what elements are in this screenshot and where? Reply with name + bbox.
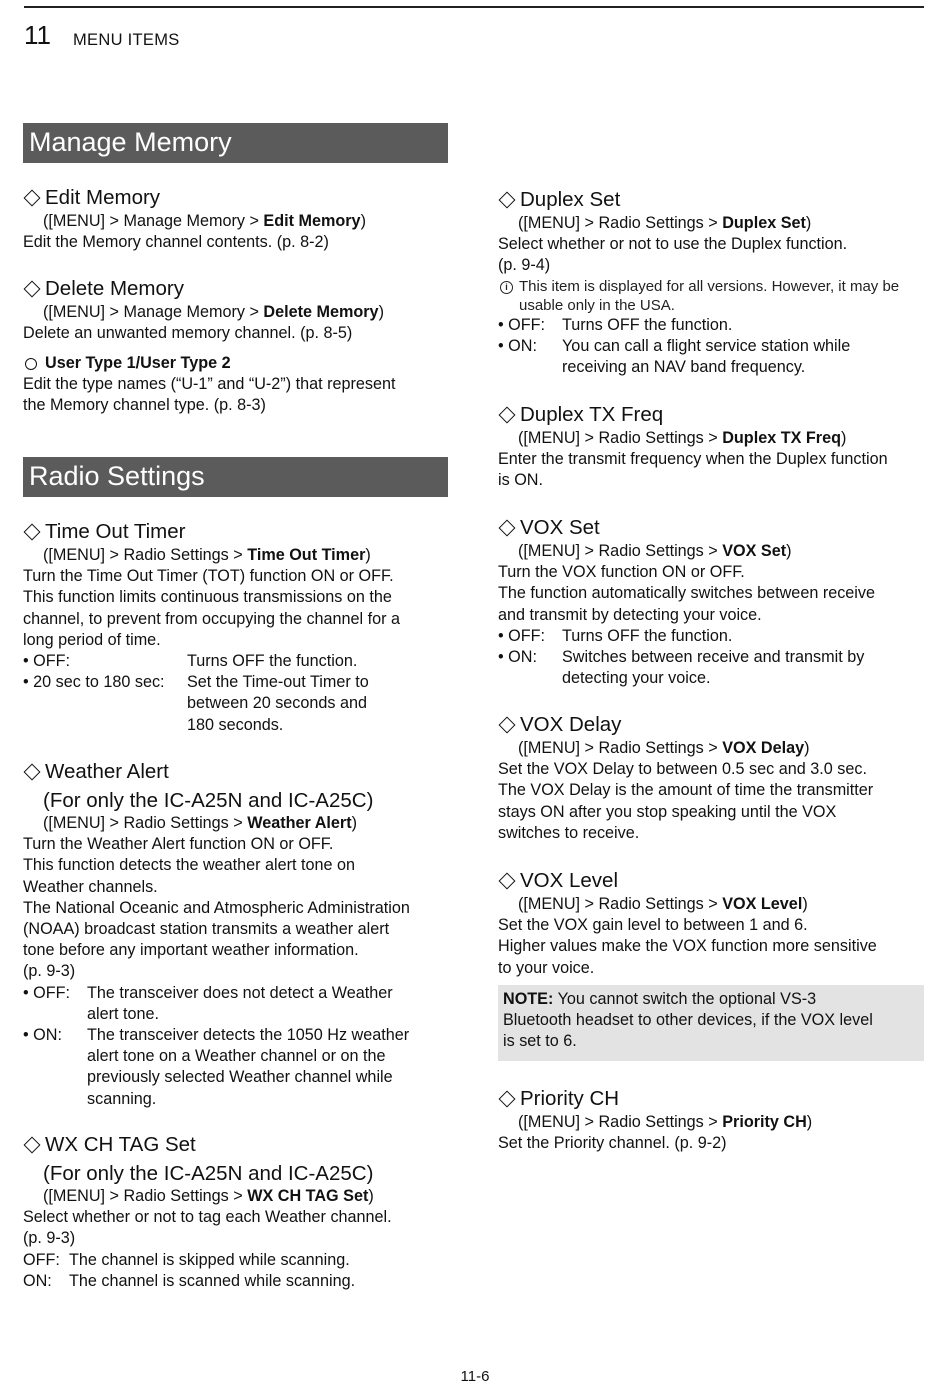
- info-icon: i: [500, 281, 513, 294]
- item-description: Select whether or not to tag each Weather channel.: [23, 1208, 392, 1227]
- diamond-icon: [499, 192, 516, 209]
- item-description: The function automatically switches between receive: [498, 584, 875, 603]
- item-description: Edit the type names (“U-1” and “U-2”) that represent: [23, 375, 396, 394]
- option-off: • OFF: Turns OFF the function.: [23, 652, 358, 671]
- item-description: Edit the Memory channel contents. (p. 8-2): [23, 233, 329, 252]
- item-title-qualifier: (For only the IC-A25N and IC-A25C): [43, 1162, 374, 1185]
- option-range: • 20 sec to 180 sec: Set the Time-out Timer to between 20 seconds and 180 seconds.: [23, 673, 369, 734]
- note-text: is set to 6.: [503, 1032, 577, 1051]
- section-banner-radio-settings: Radio Settings: [23, 457, 448, 497]
- item-description: is ON.: [498, 471, 543, 490]
- item-description: Select whether or not to use the Duplex function.: [498, 235, 848, 254]
- item-title: VOX Set: [498, 516, 924, 540]
- info-note: i This item is displayed for all versions. However, it may be usable only in the USA.: [498, 277, 924, 315]
- item-description: (p. 9-4): [498, 256, 551, 275]
- item-title: Duplex Set: [498, 188, 924, 212]
- item-description: Weather channels.: [23, 877, 158, 896]
- menu-path: ([MENU] > Radio Settings > Duplex TX Freq): [518, 429, 847, 447]
- item-description: Set the VOX gain level to between 1 and 6.: [498, 916, 808, 935]
- subitem-title: User Type 1/User Type 2: [23, 353, 448, 374]
- diamond-icon: [499, 717, 516, 734]
- item-user-type: [23, 353, 448, 417]
- diamond-icon: [24, 764, 41, 781]
- item-title: Duplex TX Freq: [498, 403, 924, 427]
- note-text: Bluetooth headset to other devices, if the VOX level: [503, 1011, 873, 1030]
- item-wx-ch-tag-set: [23, 1133, 448, 1292]
- diamond-icon: [24, 1137, 41, 1154]
- item-title: Weather Alert: [23, 760, 448, 784]
- item-description: to your voice.: [498, 958, 595, 977]
- header-rule: [24, 6, 924, 8]
- item-description: Set the VOX Delay to between 0.5 sec and 3.0 sec.: [498, 760, 867, 779]
- item-edit-memory: [23, 186, 448, 253]
- item-vox-level: [498, 869, 924, 979]
- item-description: long period of time.: [23, 630, 161, 649]
- item-title-qualifier: (For only the IC-A25N and IC-A25C): [43, 789, 374, 812]
- item-title: Delete Memory: [23, 277, 448, 301]
- item-duplex-set: [498, 188, 924, 378]
- note-label: NOTE:: [503, 990, 554, 1008]
- diamond-icon: [499, 407, 516, 424]
- item-description: The National Oceanic and Atmospheric Administration: [23, 898, 410, 917]
- menu-path: ([MENU] > Radio Settings > WX CH TAG Set): [43, 1187, 374, 1205]
- option-off: • OFF: Turns OFF the function.: [498, 626, 733, 645]
- option-on: • ON: Switches between receive and transmit by detecting your voice.: [498, 648, 865, 688]
- page-number: 11-6: [460, 1368, 490, 1385]
- option-off: • OFF: The transceiver does not detect a Weather alert tone.: [23, 983, 393, 1023]
- item-description: This function detects the weather alert tone on: [23, 856, 356, 875]
- option-on: • ON: You can call a flight service station while receiving an NAV band frequency.: [498, 336, 851, 377]
- item-description: the Memory channel type. (p. 8-3): [23, 396, 266, 415]
- menu-path: ([MENU] > Radio Settings > VOX Delay): [518, 739, 810, 757]
- menu-path: ([MENU] > Radio Settings > VOX Set): [518, 542, 792, 560]
- item-title: WX CH TAG Set: [23, 1133, 448, 1157]
- item-description: Turn the VOX function ON or OFF.: [498, 563, 745, 582]
- diamond-icon: [24, 281, 41, 298]
- chapter-number: 11: [24, 20, 51, 50]
- item-title: Priority CH: [498, 1087, 924, 1111]
- item-title: VOX Level: [498, 869, 924, 893]
- item-description: stays ON after you stop speaking until the VOX: [498, 802, 837, 821]
- item-vox-set: [498, 516, 924, 689]
- item-description: Delete an unwanted memory channel. (p. 8-5): [23, 324, 353, 343]
- diamond-icon: [499, 1091, 516, 1108]
- item-title: Time Out Timer: [23, 520, 448, 544]
- note-text: You cannot switch the optional VS-3: [553, 990, 817, 1008]
- item-description: Turn the Time Out Timer (TOT) function ON or OFF.: [23, 567, 394, 586]
- note-box: [498, 985, 924, 1061]
- option-on: ON: The channel is scanned while scanning.: [23, 1271, 356, 1290]
- section-banner-manage-memory: Manage Memory: [23, 123, 448, 163]
- menu-path: ([MENU] > Radio Settings > Time Out Timer): [43, 546, 371, 564]
- option-on: • ON: The transceiver detects the 1050 Hz weather alert tone on a Weather channel or on the previously selected Weather channel while scanning.: [23, 1026, 410, 1108]
- item-description: (p. 9-3): [23, 1229, 76, 1248]
- item-description: (p. 9-3): [23, 962, 76, 981]
- item-description: Turn the Weather Alert function ON or OFF.: [23, 835, 334, 854]
- item-description: Enter the transmit frequency when the Duplex function: [498, 450, 888, 469]
- menu-path: ([MENU] > Radio Settings > Duplex Set): [518, 214, 812, 232]
- item-title: Edit Memory: [23, 186, 448, 210]
- diamond-icon: [24, 524, 41, 541]
- diamond-icon: [24, 190, 41, 207]
- option-off: OFF: The channel is skipped while scanning.: [23, 1250, 350, 1269]
- chapter-title: MENU ITEMS: [73, 31, 180, 49]
- diamond-icon: [499, 520, 516, 537]
- item-description: Higher values make the VOX function more sensitive: [498, 937, 877, 956]
- menu-path: ([MENU] > Radio Settings > Weather Alert): [43, 814, 357, 832]
- item-time-out-timer: [23, 520, 448, 736]
- option-off: • OFF: Turns OFF the function.: [498, 315, 733, 334]
- item-description: Set the Priority channel. (p. 9-2): [498, 1134, 727, 1153]
- item-delete-memory: [23, 277, 448, 344]
- item-description: switches to receive.: [498, 823, 640, 842]
- diamond-icon: [499, 873, 516, 890]
- menu-path: ([MENU] > Manage Memory > Edit Memory): [43, 212, 366, 230]
- circle-icon: [25, 358, 37, 370]
- item-description: tone before any important weather information.: [23, 941, 359, 960]
- item-description: (NOAA) broadcast station transmits a weather alert: [23, 920, 390, 939]
- item-description: and transmit by detecting your voice.: [498, 605, 762, 624]
- item-title: VOX Delay: [498, 713, 924, 737]
- item-description: This function limits continuous transmissions on the: [23, 588, 392, 607]
- item-vox-delay: [498, 713, 924, 844]
- item-description: The VOX Delay is the amount of time the transmitter: [498, 781, 874, 800]
- item-weather-alert: [23, 760, 448, 1110]
- item-duplex-tx-freq: [498, 403, 924, 492]
- menu-path: ([MENU] > Radio Settings > VOX Level): [518, 895, 808, 913]
- item-priority-ch: [498, 1087, 924, 1154]
- item-description: channel, to prevent from occupying the channel for a: [23, 609, 401, 628]
- menu-path: ([MENU] > Manage Memory > Delete Memory): [43, 303, 384, 321]
- menu-path: ([MENU] > Radio Settings > Priority CH): [518, 1113, 813, 1131]
